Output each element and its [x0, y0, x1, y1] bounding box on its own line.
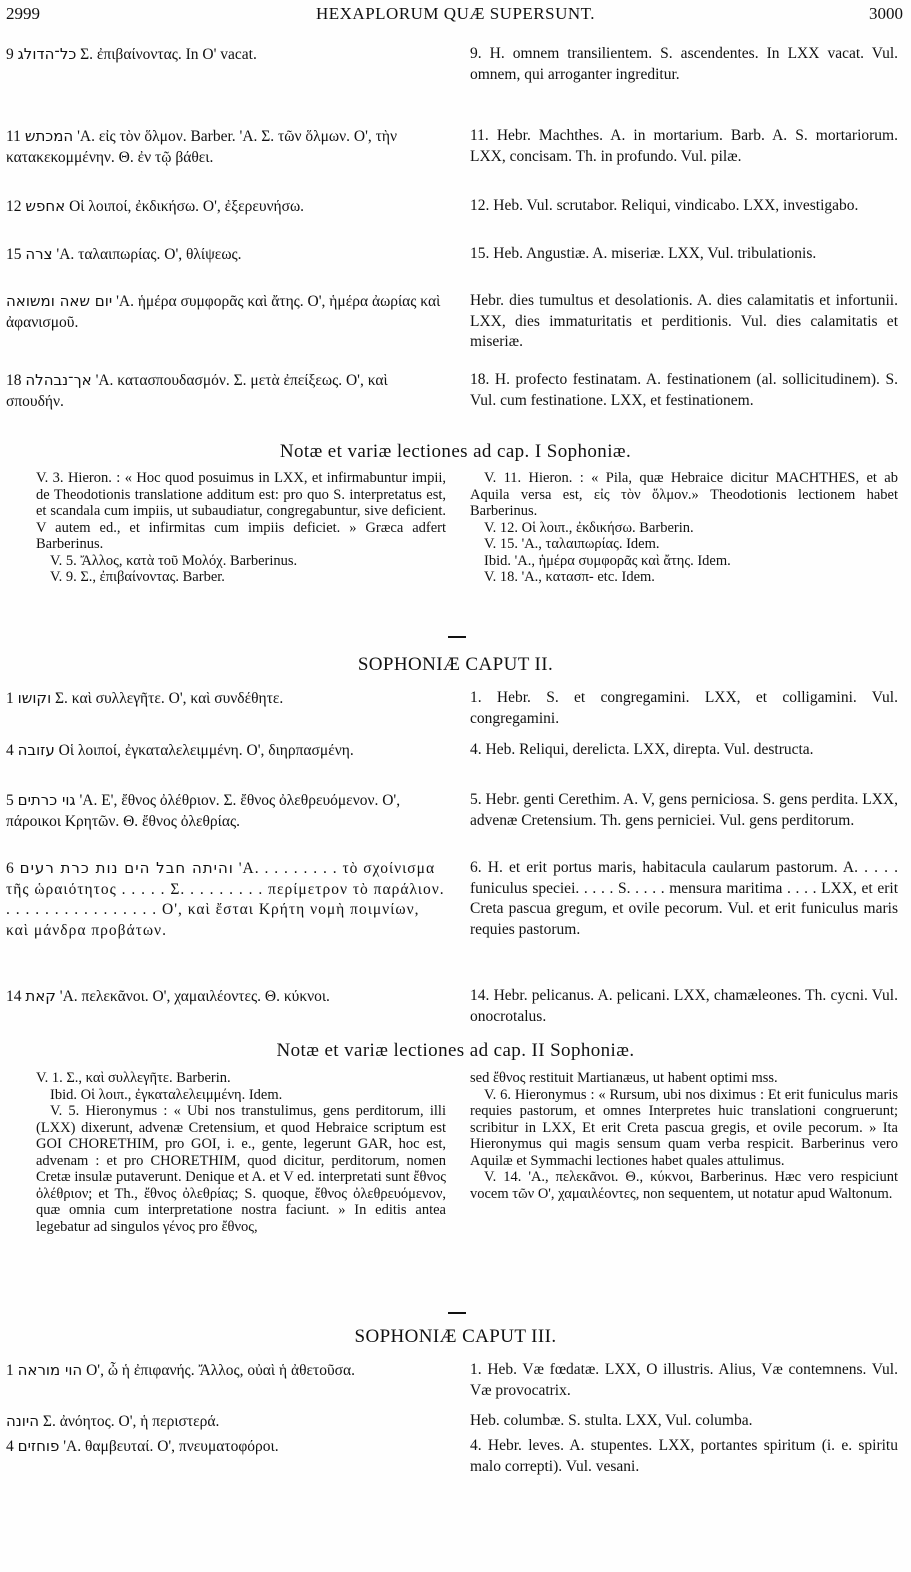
note: V. 5. Ἄλλος, κατὰ τοῦ Μολόχ. Barberinus. [50, 552, 298, 569]
latin-entry: 1. Hebr. S. et congregamini. LXX, et colligamini. Vul. congregamini. [470, 689, 898, 727]
note: V. 15. 'A., ταλαιπωρίας. Idem. [484, 536, 660, 552]
note: V. 6. Hieronymus : « Rursum, ubi nos diximus : Et erit funiculus maris requies pastorum, et omnes Interpretes huic translationi congruerunt; scribitur in LXX, Et erit Creta pascua gregis, et ovile pecorum. » Ita Hieronymus qui magis sensum quam verba respicit. Barberinus vero Aquilæ et Symmachi lectiones habet quales attulimus. [470, 1086, 898, 1169]
notes-heading: Notæ et variæ lectiones ad cap. I Sophoniæ. [279, 441, 632, 462]
greek-entry: וקושו 1 Σ. καὶ συλλεγῆτε. O', καὶ συνδέθητε. [6, 689, 284, 707]
notes-heading: Notæ et variæ lectiones ad cap. II Sophoniæ. [276, 1040, 635, 1061]
greek-entry: גוי כרתים 5 'A. E', ἔθνος ὀλέθριον. Σ. ἔθνος ὀλεθρευόμενον. O', πάροικοι Κρητῶν. Θ. ἔθνος ὀλεθρίας. [6, 791, 401, 830]
hebrew-lemma: עזובה [17, 741, 55, 759]
note: sed ἔθνος restituit Martianæus, ut habent optimi mss. [470, 1070, 778, 1086]
page-number-left: 2999 [6, 4, 40, 23]
hebrew-lemma: קאת [25, 987, 56, 1005]
greek-entry: יום שאה ומשואה 'A. ἡμέρα συμφορᾶς καὶ ἄτης. O', ἡμέρα ἀωρίας καὶ ἀφανισμοῦ. [6, 292, 441, 331]
greek-entry: פוחזים 4 'A. θαμβευταί. O', πνευματοφόροι. [6, 1437, 279, 1455]
hebrew-lemma: והיתה חבל הים נות כרת רעים [19, 859, 234, 877]
note: V. 9. Σ., ἐπιβαίνοντας. Barber. [50, 569, 225, 585]
page-number-right: 3000 [869, 4, 903, 23]
latin-entry: 1. Heb. Væ fœdatæ. LXX, O illustris. Alius, Væ contemnens. Vul. Væ provocatrix. [470, 1361, 898, 1399]
hebrew-lemma: המכתש [24, 127, 74, 145]
note: Ibid. 'A., ἡμέρα συμφορᾶς καὶ ἄτης. Idem. [484, 552, 731, 569]
note: V. 18. 'A., κατασπ- etc. Idem. [484, 569, 655, 585]
latin-entry: 9. H. omnem transilientem. S. ascendentes. In LXX vacat. Vul. omnem, qui arroganter ingreditur. [470, 45, 898, 83]
latin-entry: Heb. columbæ. S. stulta. LXX, Vul. columba. [470, 1412, 753, 1429]
notes-left-column [36, 1070, 446, 1235]
divider [448, 636, 466, 638]
divider [448, 1312, 466, 1314]
latin-entry: 18. H. profecto festinatam. A. festinationem (al. sollicitudinem). S. Vul. cum festinatione. LXX, et festinationem. [470, 371, 898, 409]
greek-entry: אחפש 12 Οἱ λοιποί, ἐκδικήσω. O', ἐξερευνήσω. [6, 197, 305, 215]
note: V. 11. Hieron. : « Pila, quæ Hebraice dicitur MACHTHES, et ab Aquila versa est, εἰς τὸν ὅλμον.» Theodotionis lectionem habet Barberinus. [470, 470, 898, 519]
hebrew-lemma: גוי כרתים [17, 791, 76, 809]
note: V. 14. 'A., πελεκᾶνοι. Θ., κύκνοι, Barberinus. Hæc vero respiciunt vocem τῶν O', χαμαιλέοντες, non sequentem, ut notatur apud Waltonum. [470, 1169, 898, 1202]
greek-entry: קאת 14 'A. πελεκᾶνοι. O', χαμαιλέοντες. Θ. κύκνοι. [6, 987, 330, 1005]
chapter-heading: SOPHONIÆ CAPUT II. [357, 654, 554, 675]
hebrew-lemma: אחפש [25, 197, 66, 215]
greek-entry: עזובה 4 Οἱ λοιποί, ἐγκαταλελειμμένη. O', διηρπασμένη. [6, 741, 354, 759]
hebrew-lemma: צרה [25, 245, 53, 263]
note: Ibid. Οἱ λοιπ., ἐγκαταλελειμμένη. Idem. [50, 1086, 283, 1103]
latin-entry: 15. Heb. Angustiæ. A. miseriæ. LXX, Vul. tribulationis. [470, 245, 817, 262]
hebrew-lemma: אך־נבהלה [25, 371, 92, 389]
greek-entry: כל־הדולג 9 Σ. ἐπιβαίνοντας. In O' vacat. [6, 45, 257, 63]
note: V. 3. Hieron. : « Hoc quod posuimus in LXX, et infirmabuntur impii, de Theodotionis translatione additum est: pro quo S. interpretatus est, et scandala cum impiis, ut subaudiatur, congregabuntur, sive deficient. V autem ed., et infirmitas cum impiis deficiet. » Græca adfert Barberinus. [36, 470, 446, 552]
running-title: HEXAPLORUM QUÆ SUPERSUNT. [315, 4, 596, 23]
hebrew-lemma: יום שאה ומשואה [6, 292, 113, 310]
hebrew-lemma: פוחזים [17, 1437, 60, 1455]
latin-entry: 4. Heb. Reliqui, derelicta. LXX, direpta. Vul. destructa. [470, 741, 814, 758]
latin-entry: 12. Heb. Vul. scrutabor. Reliqui, vindicabo. LXX, investigabo. [470, 197, 859, 214]
greek-entry: צרה 15 'A. ταλαιπωρίας. O', θλίψεως. [6, 245, 242, 263]
latin-entry: 4. Hebr. leves. A. stupentes. LXX, portantes spiritum (i. e. spiritu malo correpti). Vul. vesani. [470, 1437, 898, 1475]
greek-entry: הוי מוראה 1 O', ὦ ἡ ἐπιφανής. Ἄλλος, οὐαὶ ἡ ἀθετοῦσα. [6, 1361, 356, 1379]
greek-entry: המכתש 11 'A. εἰς τὸν ὅλμον. Barber. 'A. Σ. τῶν ὅλμων. O', τὴν κατακεκομμένην. Θ. ἐν τῷ βάθει. [6, 127, 397, 166]
latin-entry: 14. Hebr. pelicanus. A. pelicani. LXX, chamæleones. Th. cycni. Vul. onocrotalus. [470, 987, 898, 1025]
notes-left-column [36, 470, 446, 586]
greek-entry: אך־נבהלה 18 'A. κατασπουδασμόν. Σ. μετὰ ἐπείξεως. O', καὶ σπουδήν. [6, 371, 388, 410]
notes-right-column [470, 1070, 898, 1202]
latin-entry: 5. Hebr. genti Cerethim. A. V, gens perniciosa. S. gens perdita. LXX, advenæ Cretensium. Th. gens perniciei. Vul. gens perditorum. [470, 791, 898, 829]
note: V. 12. Οἱ λοιπ., ἐκδικήσω. Barberin. [484, 519, 694, 536]
page-header [0, 4, 911, 30]
latin-entry: Hebr. dies tumultus et desolationis. A. dies calamitatis et infortunii. LXX, dies immaturitatis et perditionis. Vul. dies calamitatis et miseriæ. [470, 292, 898, 350]
note: V. 5. Hieronymus : « Ubi nos transtulimus, gens perditorum, illi (LXX) dixerunt, advenæ Cretensium, et quod Hebraice scriptum est GOI CHORETHIM, pro GOI, i. e., gente, legerunt GAR, hoc est, advenam : et pro CHORETHIM, quod dicitur, perditorum, nomen Cretæ insulæ putaverunt. Denique et A. et V ed. interpretati sunt ἔθνος ὀλέθριον; et Th., ἔθνος ὀλεθρίας; S. quoque, ἔθνος ὀλεθρευόμενον, quæ omnia cum interpretatione nostra faciunt. » In editis antea legebatur ad singulos γένος pro ἔθνος, [36, 1103, 446, 1235]
chapter-heading: SOPHONIÆ CAPUT III. [354, 1326, 557, 1347]
hebrew-lemma: כל־הדולג [17, 45, 77, 63]
notes-right-column [470, 470, 898, 586]
latin-entry: 6. H. et erit portus maris, habitacula caularum pastorum. A. . . . . funiculus speciei. . . . . S. . . . . mensura maritima . . . . LXX, et erit Creta pascua gregum, et ovile pecorum. Vul. et erit funiculus maris requies pastorum. [470, 859, 898, 938]
hebrew-lemma: וקושו [17, 689, 52, 707]
hebrew-lemma: הוי מוראה [17, 1361, 83, 1379]
greek-entry: היונה Σ. ἀνόητος. O', ἡ περιστερά. [6, 1412, 220, 1430]
note: V. 1. Σ., καὶ συλλεγῆτε. Barberin. [36, 1070, 231, 1086]
greek-entry: והיתה חבל הים נות כרת רעים 6 'A. . . . . . . . . τὸ σχοίνισμα τῆς ὡραιότητος . . . . . Σ. . . . . . . . . περίμετρον τὸ παράλιον. . . . . . . . . . . . . . . . . O', καὶ ἔσται Κρήτη νομὴ ποιμνίων, καὶ μάνδρα προβάτων. [6, 859, 445, 939]
latin-entry: 11. Hebr. Machthes. A. in mortarium. Barb. A. S. mortariorum. LXX, concisam. Th. in profundo. Vul. pilæ. [470, 127, 898, 165]
hebrew-lemma: היונה [6, 1412, 40, 1430]
